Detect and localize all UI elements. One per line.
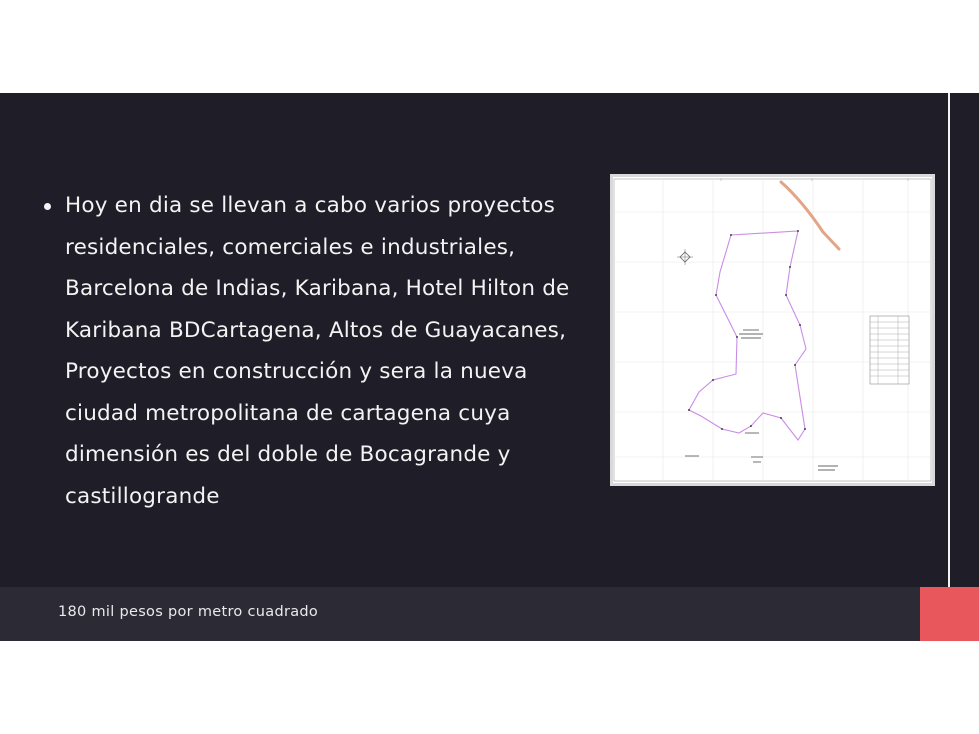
slide-content <box>44 185 589 517</box>
accent-box <box>920 587 979 641</box>
vertical-divider-line <box>948 93 950 587</box>
footer-bar <box>0 587 979 641</box>
bullet-text: Hoy en dia se llevan a cabo varios proyectos residenciales, comerciales e industriales, Barcelona de Indias, Karibana, Hotel Hilton de Karibana BDCartagena, Altos de Guayacanes, Proyectos en construcción y sera la nueva ciudad metropolitana de cartagena cuya dimensión es del doble de Bocagrande y castillogrande <box>65 193 570 509</box>
survey-plan-drawing <box>613 177 932 483</box>
survey-plan-image <box>610 174 935 486</box>
bullet-item <box>44 185 589 517</box>
bullet-icon <box>44 203 51 210</box>
footer-text: 180 mil pesos por metro cuadrado <box>58 604 319 620</box>
slide <box>0 93 979 641</box>
